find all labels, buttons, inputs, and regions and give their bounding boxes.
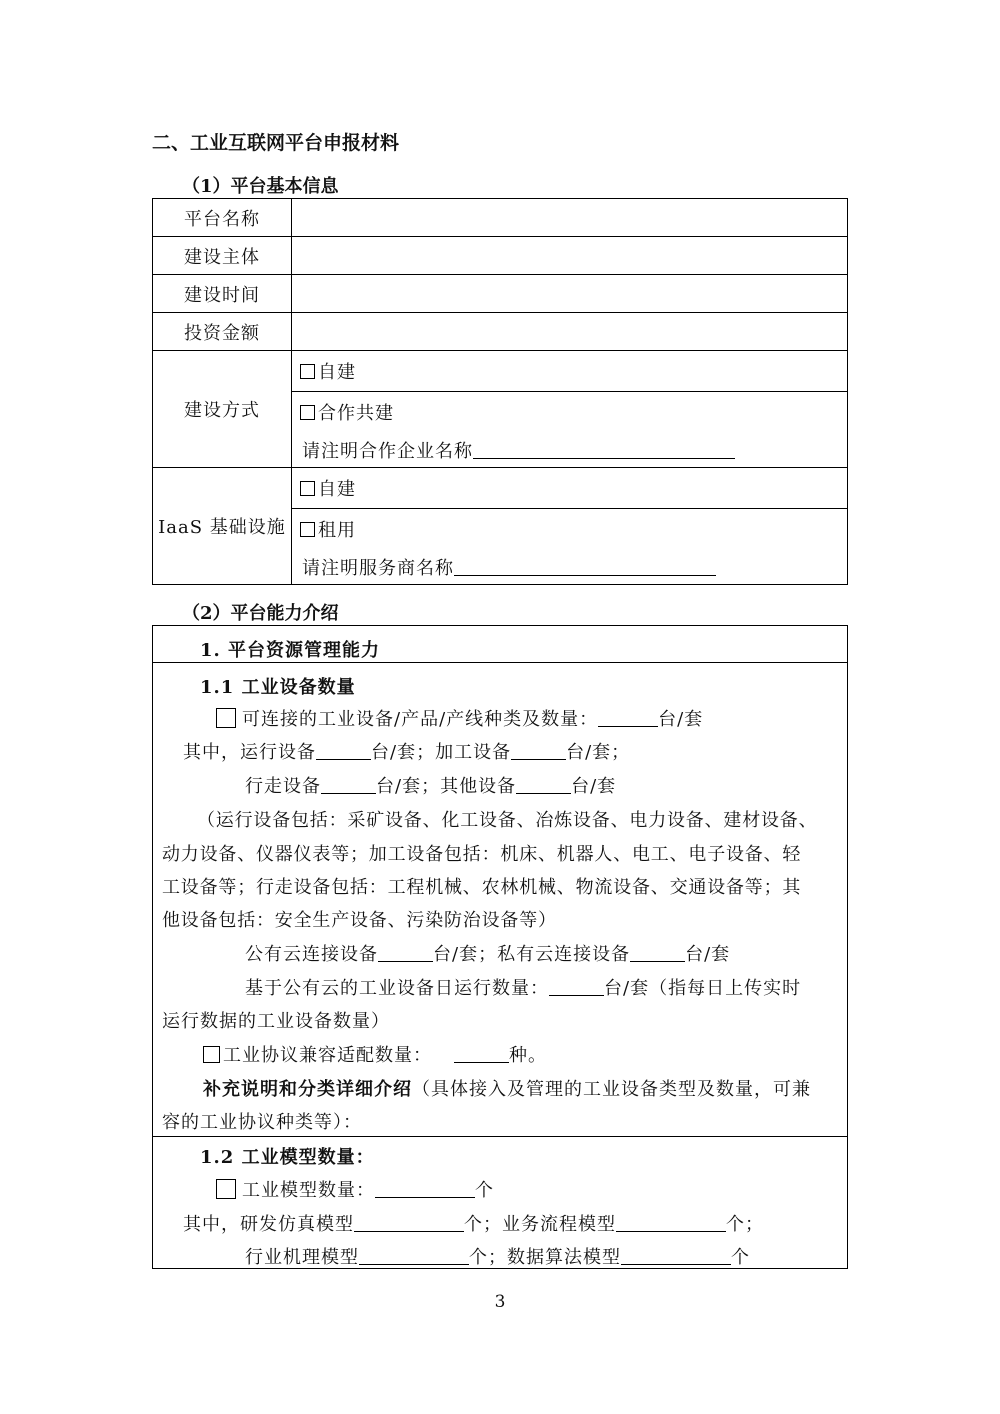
unit-label: 台/套； <box>566 742 631 763</box>
rd-sim-model-label: 其中，研发仿真模型 <box>183 1214 354 1235</box>
protocol-blank[interactable] <box>454 1044 509 1063</box>
self-build-label: 自建 <box>318 362 356 383</box>
model-unit: 个； <box>726 1214 764 1235</box>
device-note-line3: 工设备等；行走设备包括：工程机械、农林机械、物流设备、交通设备等；其 <box>162 877 802 898</box>
device-note-line4: 他设备包括：安全生产设备、污染防治设备等） <box>162 910 557 931</box>
daily-line2: 运行数据的工业设备数量） <box>162 1011 390 1032</box>
s12-title: 1.2 工业模型数量： <box>200 1147 375 1168</box>
connectable-devices-label: 可连接的工业设备/产品/产线种类及数量： <box>242 709 599 730</box>
private-cloud-blank[interactable] <box>630 943 685 962</box>
daily-line <box>245 974 801 1000</box>
model-count-blank[interactable] <box>375 1179 475 1198</box>
walking-devices-blank[interactable] <box>321 775 376 794</box>
business-process-model-label: 个；业务流程模型 <box>464 1214 616 1235</box>
private-cloud-label: 台/套；私有云连接设备 <box>433 944 631 965</box>
investment-field[interactable] <box>292 313 848 351</box>
model-unit: 个 <box>475 1180 494 1201</box>
build-method-self[interactable] <box>292 351 847 391</box>
s11-title: 1.1 工业设备数量 <box>200 677 356 698</box>
rd-sim-model-blank[interactable] <box>354 1213 464 1232</box>
iaas-label: IaaS 基础设施 <box>153 468 292 585</box>
builder-label: 建设主体 <box>153 237 292 275</box>
other-devices-blank[interactable] <box>516 775 571 794</box>
provider-blank[interactable] <box>454 557 716 576</box>
running-devices-blank[interactable] <box>316 741 371 760</box>
build-method-label: 建设方式 <box>153 351 292 468</box>
builder-field[interactable] <box>292 237 848 275</box>
page-number: 3 <box>494 1292 506 1312</box>
checkbox-self-build[interactable] <box>300 364 315 379</box>
daily-running-unit: 台/套（指每日上传实时 <box>604 978 802 999</box>
protocol-line <box>203 1041 547 1067</box>
other-devices-label: 台/套；其他设备 <box>376 776 517 797</box>
cloud-line <box>245 940 730 966</box>
checkbox-coop-build[interactable] <box>300 405 315 420</box>
s11-line1 <box>216 705 703 731</box>
processing-devices-label: 台/套；加工设备 <box>371 742 512 763</box>
business-process-model-blank[interactable] <box>616 1213 726 1232</box>
walking-devices-label: 行走设备 <box>245 776 321 797</box>
checkbox-model-count[interactable] <box>216 1179 236 1199</box>
iaas-rent-label: 租用 <box>318 520 356 541</box>
iaas-rent[interactable] <box>292 509 847 549</box>
coop-partner-blank[interactable] <box>473 440 735 459</box>
build-time-label: 建设时间 <box>153 275 292 313</box>
public-cloud-label: 公有云连接设备 <box>245 944 378 965</box>
model-line2 <box>183 1210 764 1236</box>
capability-title: （2）平台能力介绍 <box>182 603 339 624</box>
investment-label: 投资金额 <box>153 313 292 351</box>
running-devices-label: 其中，运行设备 <box>183 742 316 763</box>
data-algorithm-model-blank[interactable] <box>621 1246 731 1265</box>
supplement-line <box>203 1075 811 1101</box>
checkbox-protocol[interactable] <box>203 1046 220 1063</box>
protocol-label: 工业协议兼容适配数量： <box>223 1045 432 1066</box>
daily-running-label: 基于公有云的工业设备日运行数量： <box>245 978 549 999</box>
model-line3 <box>245 1243 750 1269</box>
iaas-options <box>292 468 848 585</box>
build-time-field[interactable] <box>292 275 848 313</box>
supplement-line2: 容的工业协议种类等）： <box>162 1112 362 1133</box>
s11-line2 <box>183 738 630 764</box>
processing-devices-blank[interactable] <box>511 741 566 760</box>
supplement-desc: （具体接入及管理的工业设备类型及数量，可兼 <box>412 1079 811 1100</box>
provider-note: 请注明服务商名称 <box>302 557 454 579</box>
unit-label: 台/套 <box>685 944 731 965</box>
data-algorithm-model-label: 个；数据算法模型 <box>469 1247 621 1268</box>
unit-label: 台/套 <box>658 709 704 730</box>
build-method-options <box>292 351 848 468</box>
checkbox-connectable-devices[interactable] <box>216 708 236 728</box>
model-unit: 个 <box>731 1247 750 1268</box>
device-note-line2: 动力设备、仪器仪表等；加工设备包括：机床、机器人、电工、电子设备、轻 <box>162 844 802 865</box>
section-title: 二、工业互联网平台申报材料 <box>152 132 400 154</box>
iaas-self[interactable] <box>292 468 847 508</box>
daily-running-blank[interactable] <box>549 977 604 996</box>
unit-label: 台/套 <box>571 776 617 797</box>
section1-title: 1. 平台资源管理能力 <box>200 640 381 661</box>
checkbox-iaas-rent[interactable] <box>300 522 315 537</box>
checkbox-iaas-self[interactable] <box>300 481 315 496</box>
s11-line3 <box>245 772 616 798</box>
iaas-self-label: 自建 <box>318 479 356 500</box>
basic-info-table <box>152 198 848 585</box>
platform-name-label: 平台名称 <box>153 199 292 237</box>
public-cloud-blank[interactable] <box>378 943 433 962</box>
industry-mechanism-model-blank[interactable] <box>359 1246 469 1265</box>
model-count-label: 工业模型数量： <box>242 1180 375 1201</box>
basic-info-title: （1）平台基本信息 <box>182 176 339 197</box>
industry-mechanism-model-label: 行业机理模型 <box>245 1247 359 1268</box>
coop-build-label: 合作共建 <box>318 403 394 424</box>
protocol-unit: 种。 <box>509 1045 547 1066</box>
connectable-devices-blank[interactable] <box>598 708 658 727</box>
platform-name-field[interactable] <box>292 199 848 237</box>
model-line1 <box>216 1176 494 1202</box>
supplement-title: 补充说明和分类详细介绍 <box>203 1079 412 1100</box>
coop-partner-note: 请注明合作企业名称 <box>302 440 473 462</box>
device-note-line1: （运行设备包括：采矿设备、化工设备、冶炼设备、电力设备、建材设备、 <box>197 810 818 831</box>
build-method-coop[interactable] <box>292 392 847 432</box>
